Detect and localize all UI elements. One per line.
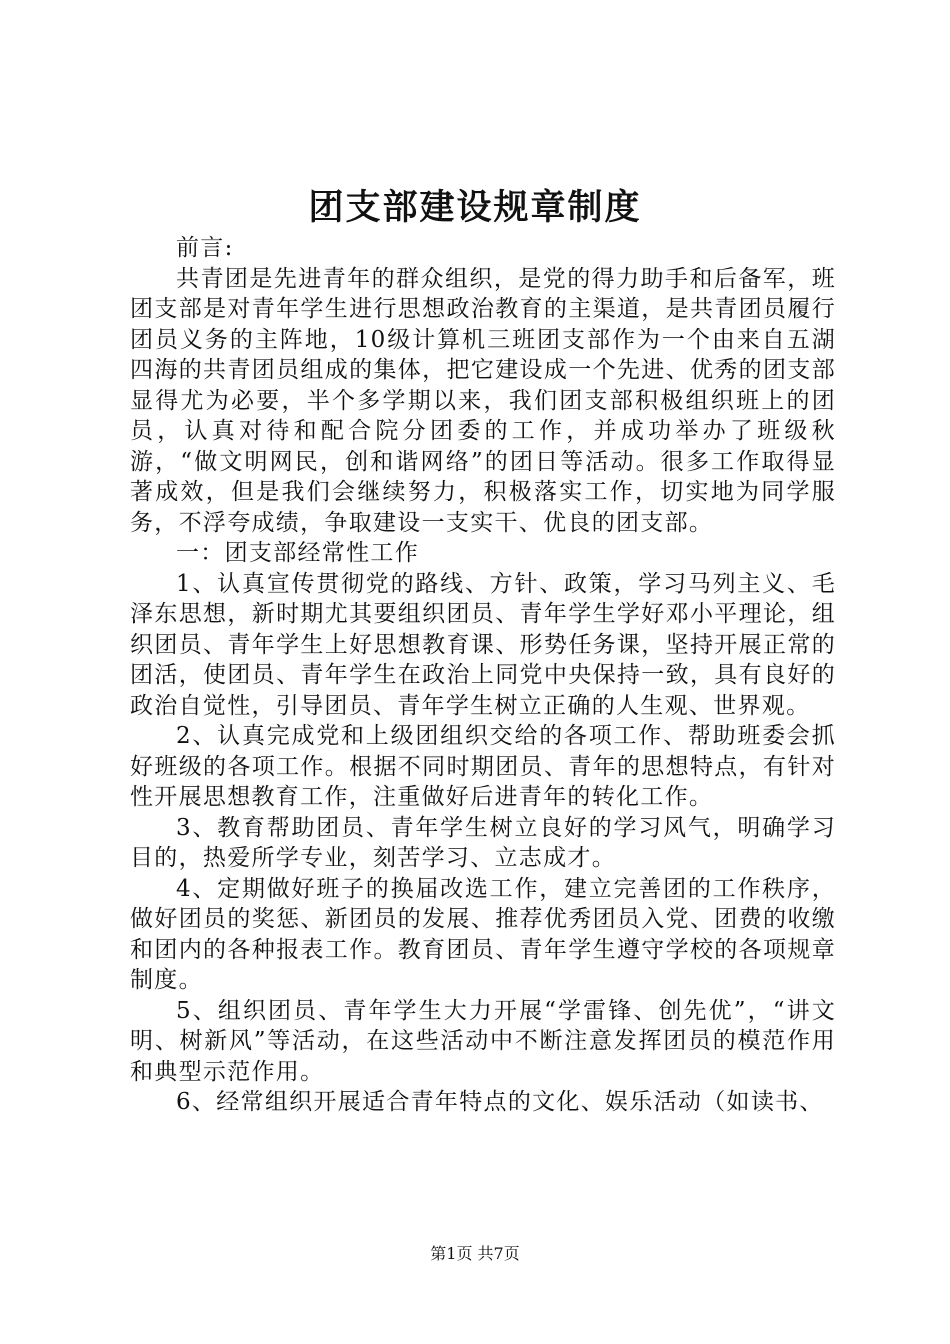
document-title: 团支部建设规章制度 xyxy=(308,187,642,228)
list-item: 2、认真完成党和上级团组织交给的各项工作、帮助班委会抓好班级的各项工作。根据不同时期团员、青年的思想特点，有针对性开展思想教育工作，注重做好后进青年的转化工作。 xyxy=(130,723,836,810)
preface-paragraph: 共青团是先进青年的群众组织，是党的得力助手和后备军，班团支部是对青年学生进行思想政治教育的主渠道，是共青团员履行团员义务的主阵地，10级计算机三班团支部作为一个由来自五湖四海的共青团员组成的集体，把它建设成一个先进、优秀的团支部显得尤为必要，半个多学期以来，我们团支部积极组织班上的团员，认真对待和配合院分团委的工作，并成功举办了班级秋游，“做文明网民，创和谐网络”的团日等活动。很多工作取得显著成效，但是我们会继续努力，积极落实工作，切实地为同学服务，不浮夸成绩，争取建设一支实干、优良的团支部。 xyxy=(130,265,836,536)
list-item: 4、定期做好班子的换届改选工作，建立完善团的工作秩序，做好团员的奖惩、新团员的发展、推荐优秀团员入党、团费的收缴和团内的各种报表工作。教育团员、青年学生遵守学校的各项规章制度。 xyxy=(130,875,836,993)
preface-heading: 前言: xyxy=(176,235,234,261)
list-item: 6、经常组织开展适合青年特点的文化、娱乐活动（如读书、 xyxy=(176,1089,824,1115)
list-item: 3、教育帮助团员、青年学生树立良好的学习风气，明确学习目的，热爱所学专业，刻苦学习、立志成才。 xyxy=(130,814,836,871)
list-item: 1、认真宣传贯彻党的路线、方针、政策，学习马列主义、毛泽东思想，新时期尤其要组织团员、青年学生学好邓小平理论，组织团员、青年学生上好思想教育课、形势任务课，坚持开展正常的团活，使团员、青年学生在政治上同党中央保持一致，具有良好的政治自觉性，引导团员、青年学生树立正确的人生观、世界观。 xyxy=(130,570,836,719)
section-heading: 一：团支部经常性工作 xyxy=(176,540,419,566)
list-item: 5、组织团员、青年学生大力开展“学雷锋、创先优”，“讲文明、树新风”等活动，在这些活动中不断注意发挥团员的模范作用和典型示范作用。 xyxy=(130,997,836,1085)
page-number-footer: 第1页 共7页 xyxy=(430,1244,520,1263)
document-body xyxy=(130,233,836,1118)
